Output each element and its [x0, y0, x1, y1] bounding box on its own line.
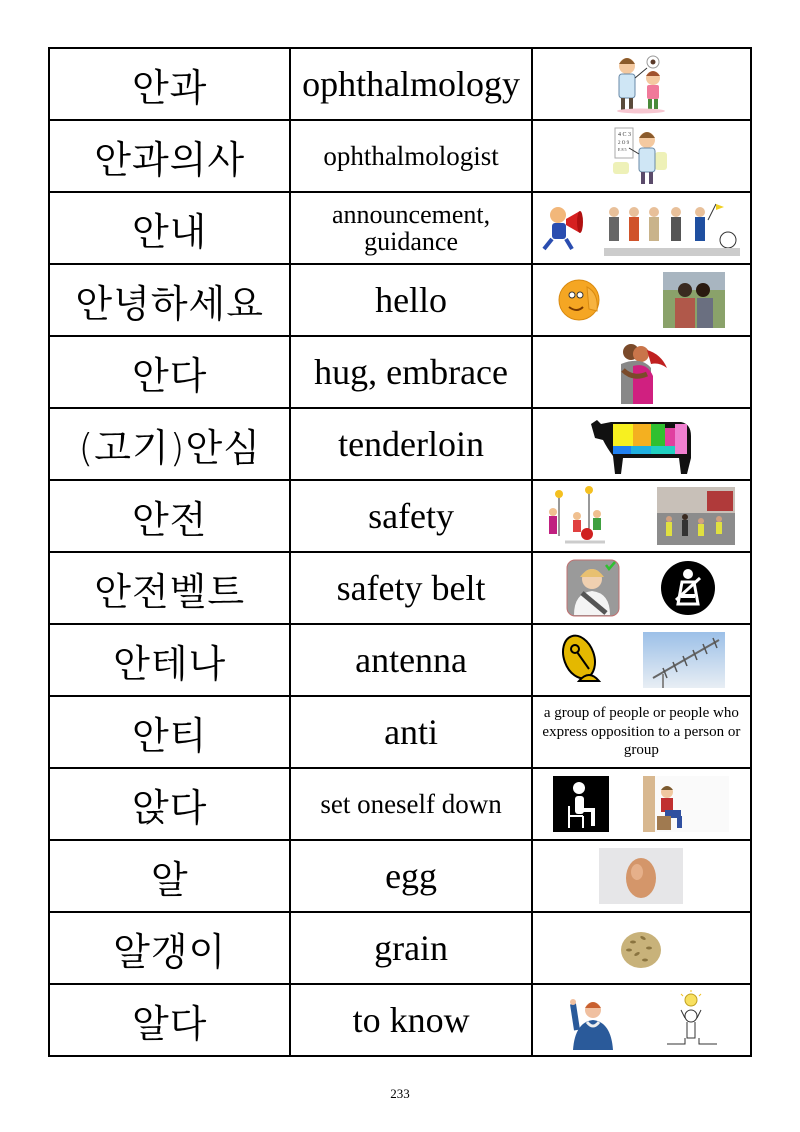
svg-text:2 O 9: 2 O 9 — [618, 141, 630, 146]
picture-cell — [532, 480, 751, 552]
woman-pointing-up-icon — [561, 990, 623, 1050]
egg-photo-icon — [599, 848, 683, 904]
people-greeting-photo-icon — [663, 272, 725, 328]
english-meaning: hello — [290, 264, 531, 336]
picture-cell — [532, 336, 751, 408]
picture-cell — [532, 408, 751, 480]
picture-cell — [532, 192, 751, 264]
guide-leading-group-icon — [604, 200, 740, 256]
table-row — [49, 984, 751, 1056]
english-meaning: safety — [290, 480, 531, 552]
picture-cell — [532, 120, 751, 192]
table-row — [49, 840, 751, 912]
picture-cell — [532, 912, 751, 984]
english-meaning: set oneself down — [290, 768, 531, 840]
satellite-dish-icon — [557, 631, 605, 689]
couple-hugging-icon — [613, 340, 669, 404]
page-number: 233 — [390, 1086, 410, 1101]
picture-cell — [532, 264, 751, 336]
english-meaning: announcement, guidance — [290, 192, 531, 264]
korean-word: (고기)안심 — [49, 408, 290, 480]
definition-text: a group of people or people who express opposition to a person or group — [532, 696, 751, 768]
english-meaning: ophthalmology — [290, 48, 531, 120]
english-meaning: tenderloin — [290, 408, 531, 480]
korean-word: 안과의사 — [49, 120, 290, 192]
sitting-pictogram-icon — [553, 776, 609, 832]
seatbelt-sign-icon — [660, 560, 716, 616]
table-row — [49, 192, 751, 264]
korean-word: 안녕하세요 — [49, 264, 290, 336]
children-crossing-photo-icon — [657, 487, 735, 545]
english-meaning: grain — [290, 912, 531, 984]
english-meaning: anti — [290, 696, 531, 768]
korean-word: 안티 — [49, 696, 290, 768]
table-row — [49, 48, 751, 120]
picture-cell — [532, 552, 751, 624]
table-row — [49, 336, 751, 408]
picture-cell — [532, 624, 751, 696]
korean-word: 알갱이 — [49, 912, 290, 984]
lightbulb-idea-figure-icon — [663, 990, 721, 1050]
korean-word: 앉다 — [49, 768, 290, 840]
korean-word: 안과 — [49, 48, 290, 120]
table-row — [49, 768, 751, 840]
table-row — [49, 552, 751, 624]
table-row — [49, 624, 751, 696]
table-row — [49, 696, 751, 768]
man-with-megaphone-icon — [542, 203, 598, 253]
english-meaning: safety belt — [290, 552, 531, 624]
vocabulary-table — [48, 47, 752, 1057]
korean-word: 안다 — [49, 336, 290, 408]
doctor-with-eye-chart-icon — [611, 126, 671, 186]
picture-cell — [532, 840, 751, 912]
picture-cell — [532, 48, 751, 120]
korean-word: 안전 — [49, 480, 290, 552]
svg-text:E 8 5: E 8 5 — [618, 147, 627, 152]
korean-word: 알다 — [49, 984, 290, 1056]
beef-cuts-chart-icon — [585, 412, 697, 476]
crossing-guard-children-icon — [547, 486, 617, 546]
picture-cell — [532, 984, 751, 1056]
korean-word: 안테나 — [49, 624, 290, 696]
tv-antenna-photo-icon — [643, 632, 725, 688]
table-row — [49, 480, 751, 552]
english-meaning: antenna — [290, 624, 531, 696]
english-meaning: egg — [290, 840, 531, 912]
pile-of-grain-icon — [615, 922, 667, 974]
child-wearing-seatbelt-icon — [566, 559, 620, 617]
table-row — [49, 912, 751, 984]
table-row — [49, 408, 751, 480]
korean-word: 안전벨트 — [49, 552, 290, 624]
table-row — [49, 120, 751, 192]
korean-word: 안내 — [49, 192, 290, 264]
korean-word: 알 — [49, 840, 290, 912]
english-meaning: hug, embrace — [290, 336, 531, 408]
svg-text:4 C 3: 4 C 3 — [618, 132, 632, 138]
english-meaning: ophthalmologist — [290, 120, 531, 192]
boy-sitting-photo-icon — [643, 776, 729, 832]
table-row — [49, 264, 751, 336]
eye-doctor-with-child-icon — [611, 54, 671, 114]
waving-smiley-icon — [557, 277, 603, 323]
picture-cell — [532, 768, 751, 840]
english-meaning: to know — [290, 984, 531, 1056]
